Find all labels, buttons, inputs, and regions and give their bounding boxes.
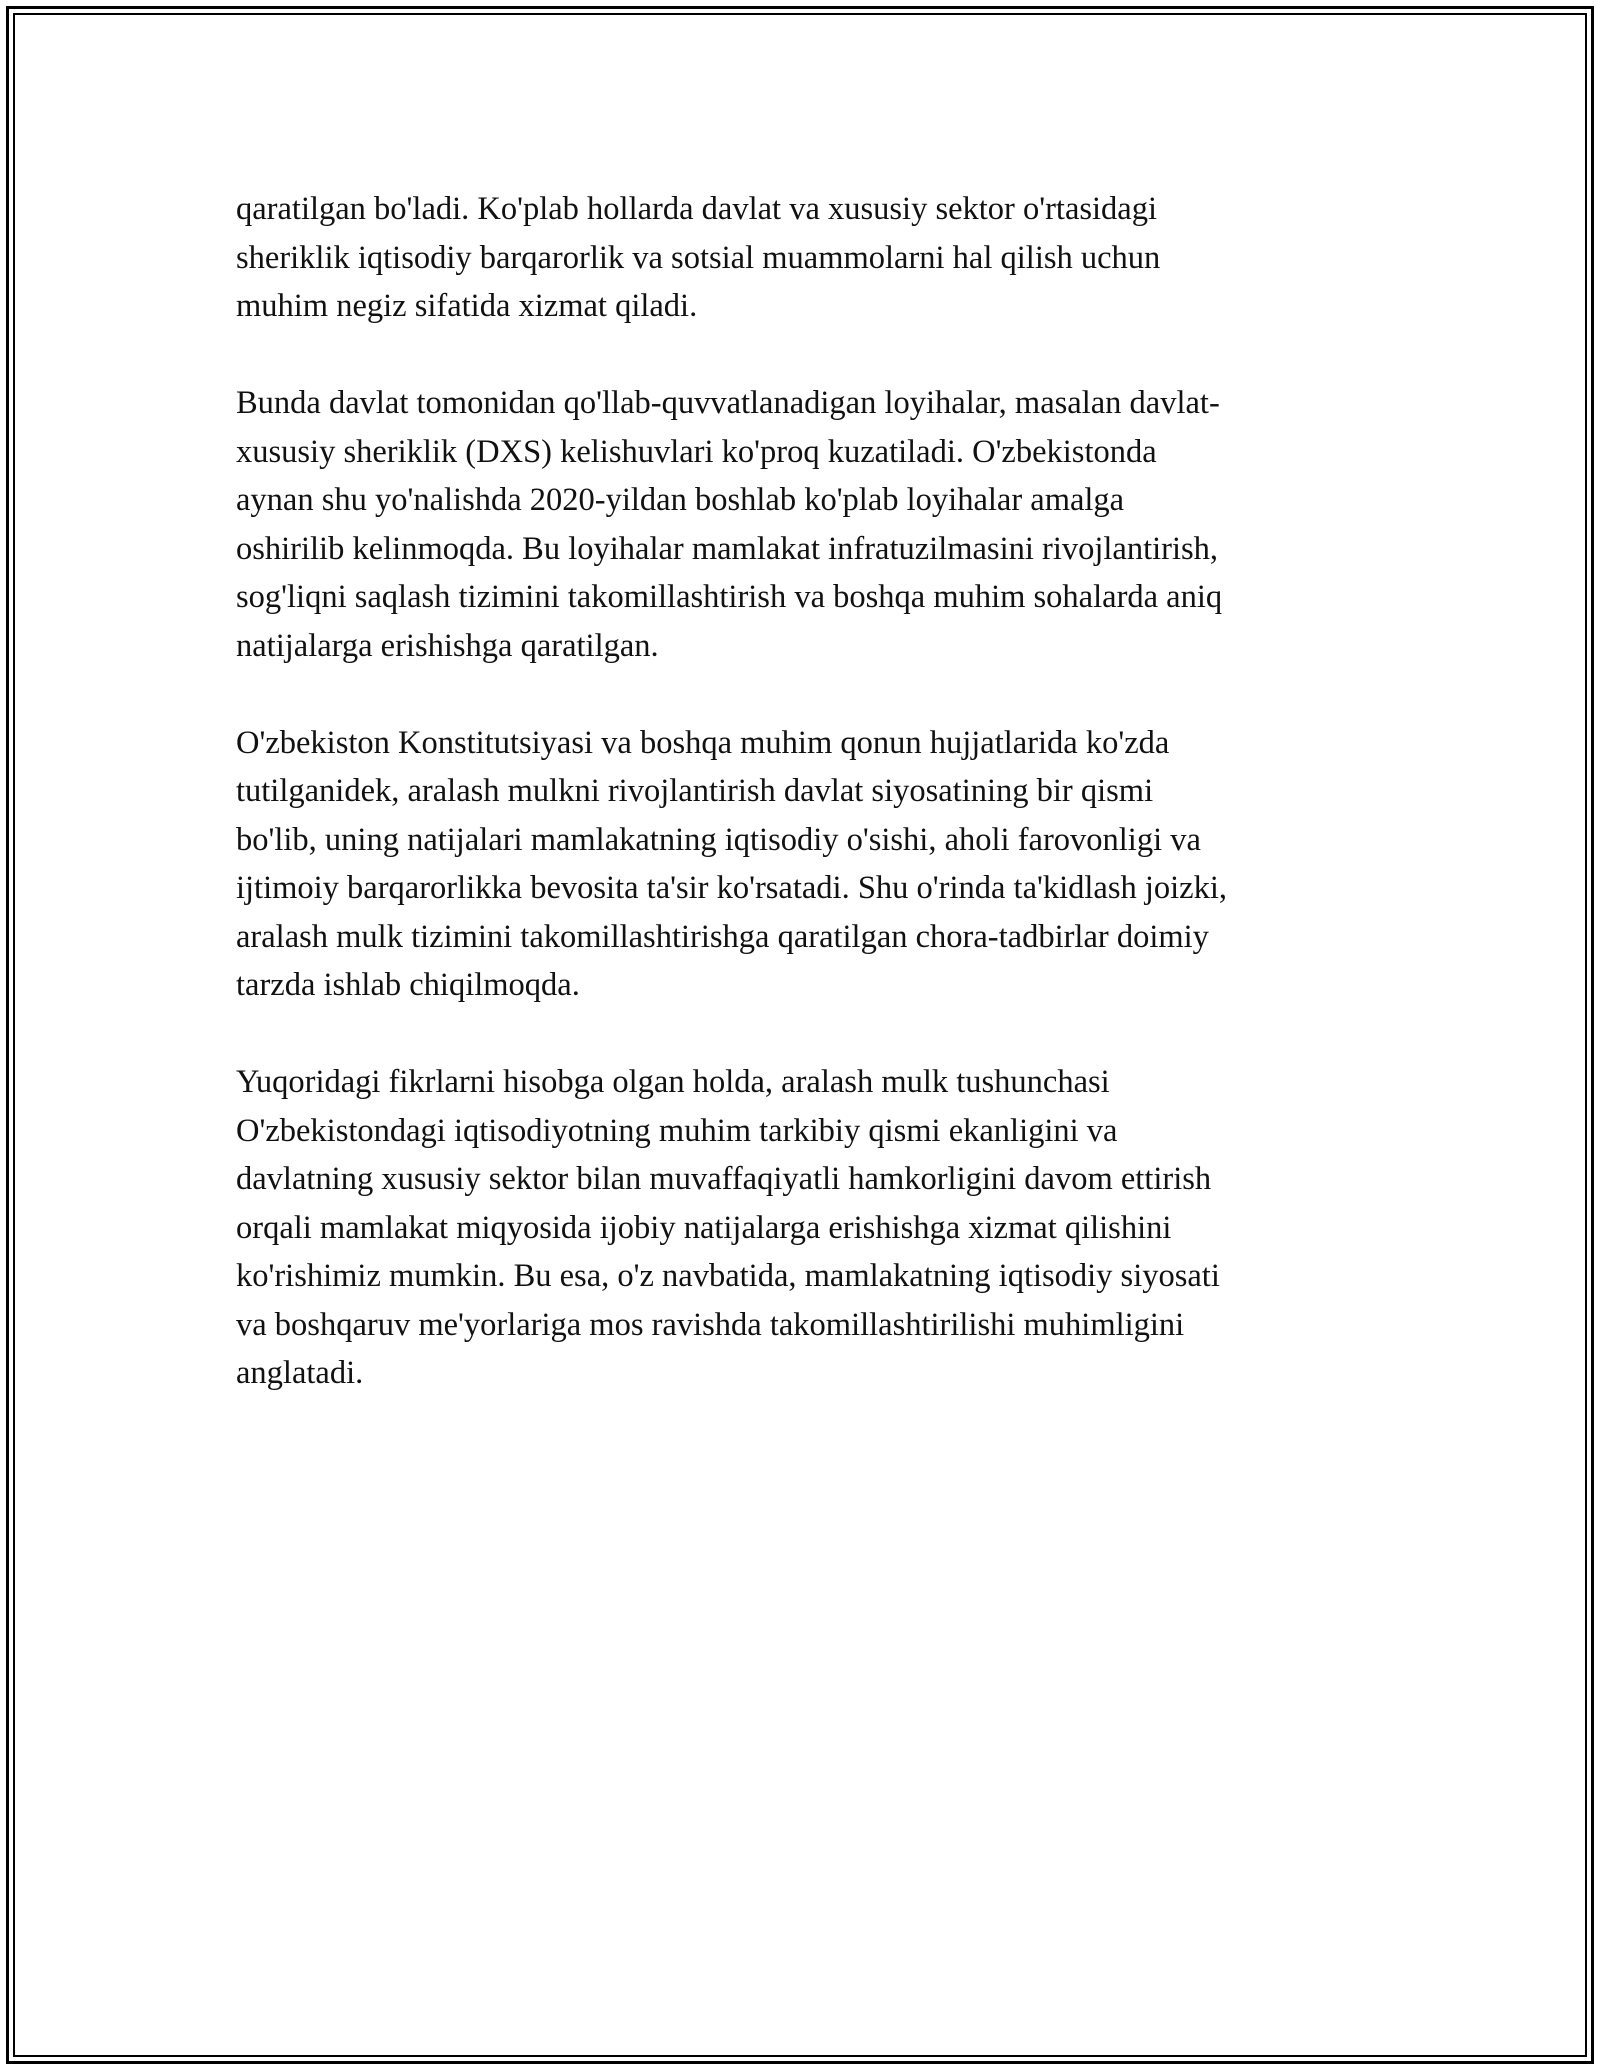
text-line: xususiy sheriklik (DXS) kelishuvlari ko'proq kuzatiladi. O'zbekistonda — [236, 433, 1157, 470]
text-line: sheriklik iqtisodiy barqarorlik va sotsial muammolarni hal qilish uchun — [236, 239, 1161, 276]
text-line: natijalarga erishishga qaratilgan. — [236, 627, 659, 664]
paragraph-1 — [236, 185, 1366, 331]
text-line: aralash mulk tizimini takomillashtirishga qaratilgan chora-tadbirlar doimiy — [236, 918, 1209, 955]
document-body — [236, 185, 1366, 1446]
paragraph-3 — [236, 719, 1366, 1010]
text-line: sog'liqni saqlash tizimini takomillashtirish va boshqa muhim sohalarda aniq — [236, 579, 1223, 615]
text-line: ko'rishimiz mumkin. Bu esa, o'z navbatida, mamlakatning iqtisodiy siyosati — [236, 1258, 1220, 1294]
text-line: aynan shu yo'nalishda 2020-yildan boshlab ko'plab loyihalar amalga — [236, 482, 1125, 518]
text-line: O'zbekiston Konstitutsiyasi va boshqa muhim qonun hujjatlarida ko'zda — [236, 724, 1170, 761]
text-line: Yuqoridagi fikrlarni hisobga olgan holda, aralash mulk tushunchasi — [236, 1064, 1110, 1100]
text-line: ijtimoiy barqarorlikka bevosita ta'sir ko'rsatadi. Shu o'rinda ta'kidlash joizki, — [236, 870, 1227, 906]
text-line: anglatadi. — [236, 1355, 364, 1391]
text-line: muhim negiz sifatida xizmat qiladi. — [236, 288, 698, 324]
text-line: orqali mamlakat miqyosida ijobiy natijalarga erishishga xizmat qilishini — [236, 1209, 1172, 1246]
text-line: va boshqaruv me'yorlariga mos ravishda takomillashtirilishi muhimligini — [236, 1306, 1185, 1343]
text-line: oshirilib kelinmoqda. Bu loyihalar mamlakat infratuzilmasini rivojlantirish, — [236, 530, 1219, 567]
text-line: bo'lib, uning natijalari mamlakatning iqtisodiy o'sishi, aholi farovonligi va — [236, 821, 1201, 858]
text-line: qaratilgan bo'ladi. Ko'plab hollarda davlat va xususiy sektor o'rtasidagi — [236, 191, 1158, 227]
paragraph-2 — [236, 379, 1366, 670]
text-line: tarzda ishlab chiqilmoqda. — [236, 967, 580, 1003]
text-line: O'zbekistondagi iqtisodiyotning muhim tarkibiy qismi ekanligini va — [236, 1112, 1118, 1149]
text-line: davlatning xususiy sektor bilan muvaffaqiyatli hamkorligini davom ettirish — [236, 1161, 1212, 1197]
text-line: tutilganidek, aralash mulkni rivojlantirish davlat siyosatining bir qismi — [236, 773, 1154, 809]
text-line: Bunda davlat tomonidan qo'llab-quvvatlanadigan loyihalar, masalan davlat- — [236, 385, 1220, 421]
paragraph-4 — [236, 1058, 1366, 1398]
